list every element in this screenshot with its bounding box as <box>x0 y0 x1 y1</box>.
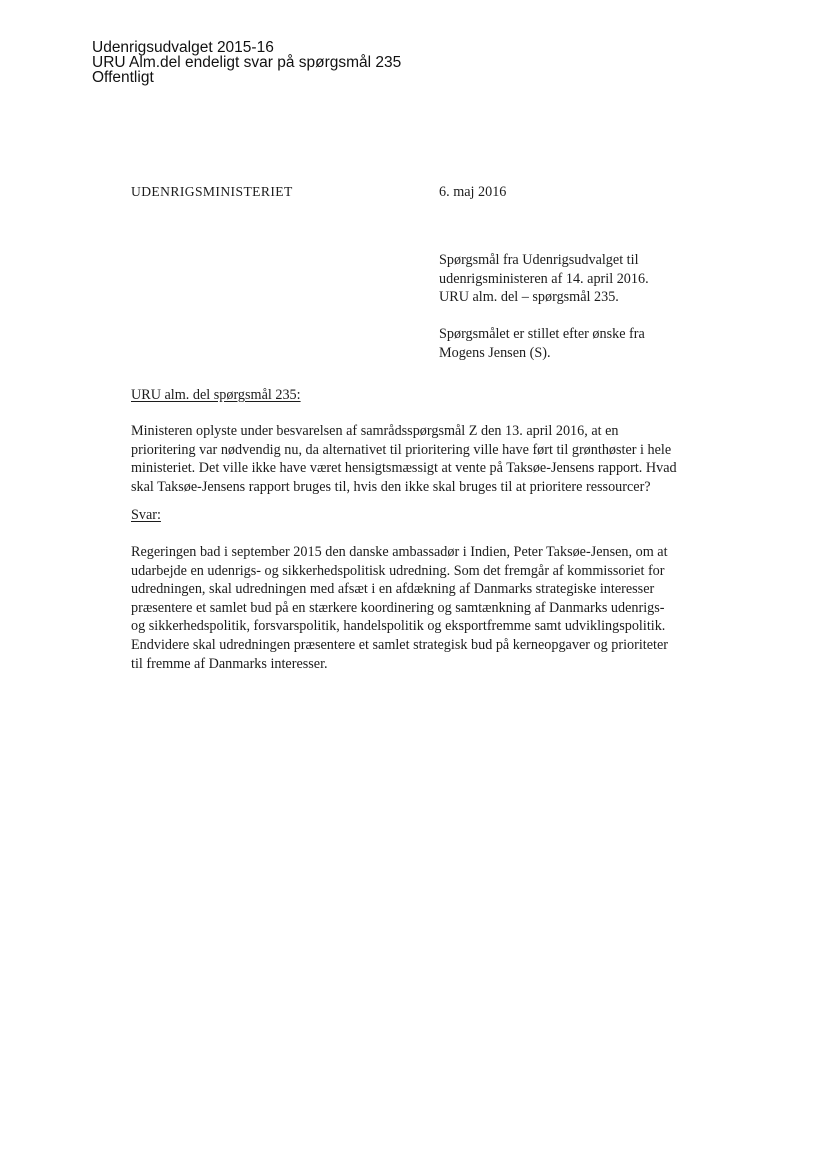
meta-line: Spørgsmålet er stillet efter ønske fra <box>439 326 645 342</box>
answer-line: og sikkerhedspolitik, forsvarspolitik, handelspolitik og eksportfremme samt udviklingspolitik. <box>131 618 666 635</box>
ministry-name: UDENRIGSMINISTERIET <box>131 184 293 199</box>
stamp-reference: URU Alm.del endeligt svar på spørgsmål 235 <box>92 54 402 71</box>
document-stamp <box>92 40 401 85</box>
answer-line: udredningen, skal udredningen med afsæt i en afdækning af Danmarks strategiske interesser <box>131 581 655 598</box>
answer-heading: Svar: <box>131 507 161 523</box>
meta-line: URU alm. del – spørgsmål 235. <box>439 289 619 305</box>
meta-line: Spørgsmål fra Udenrigsudvalget til <box>439 252 639 268</box>
question-line: skal Taksøe-Jensens rapport bruges til, hvis den ikke skal bruges til at prioritere ressourcer? <box>131 478 651 495</box>
question-heading: URU alm. del spørgsmål 235: <box>131 387 301 403</box>
question-line: ministeriet. Det ville ikke have været hensigtsmæssigt at vente på Taksøe-Jensens rapport. Hvad <box>131 460 677 477</box>
question-line: prioritering var nødvendig nu, da alternativet til prioritering ville have ført til grønthøster i hele <box>131 441 672 458</box>
stamp-visibility: Offentligt <box>92 69 154 86</box>
answer-line: præsentere et samlet bud på en stærkere koordinering og samtænkning af Danmarks udenrigs- <box>131 599 665 616</box>
meta-line: Mogens Jensen (S). <box>439 344 551 361</box>
letter-date: 6. maj 2016 <box>439 184 507 200</box>
question-meta <box>439 251 649 362</box>
answer-line: Regeringen bad i september 2015 den danske ambassadør i Indien, Peter Taksøe-Jensen, om at <box>131 544 668 560</box>
meta-line: udenrigsministeren af 14. april 2016. <box>439 270 649 287</box>
answer-text <box>131 543 711 673</box>
answer-line: udarbejde en udenrigs- og sikkerhedspolitisk udredning. Som det fremgår af kommissoriet for <box>131 562 665 579</box>
stamp-committee: Udenrigsudvalget 2015-16 <box>92 39 274 56</box>
answer-line: Endvidere skal udredningen præsentere et samlet strategisk bud på kerneopgaver og prioriteter <box>131 636 668 653</box>
question-line: Ministeren oplyste under besvarelsen af samrådsspørgsmål Z den 13. april 2016, at en <box>131 423 619 439</box>
answer-line: til fremme af Danmarks interesser. <box>131 655 328 672</box>
question-text <box>131 422 711 496</box>
